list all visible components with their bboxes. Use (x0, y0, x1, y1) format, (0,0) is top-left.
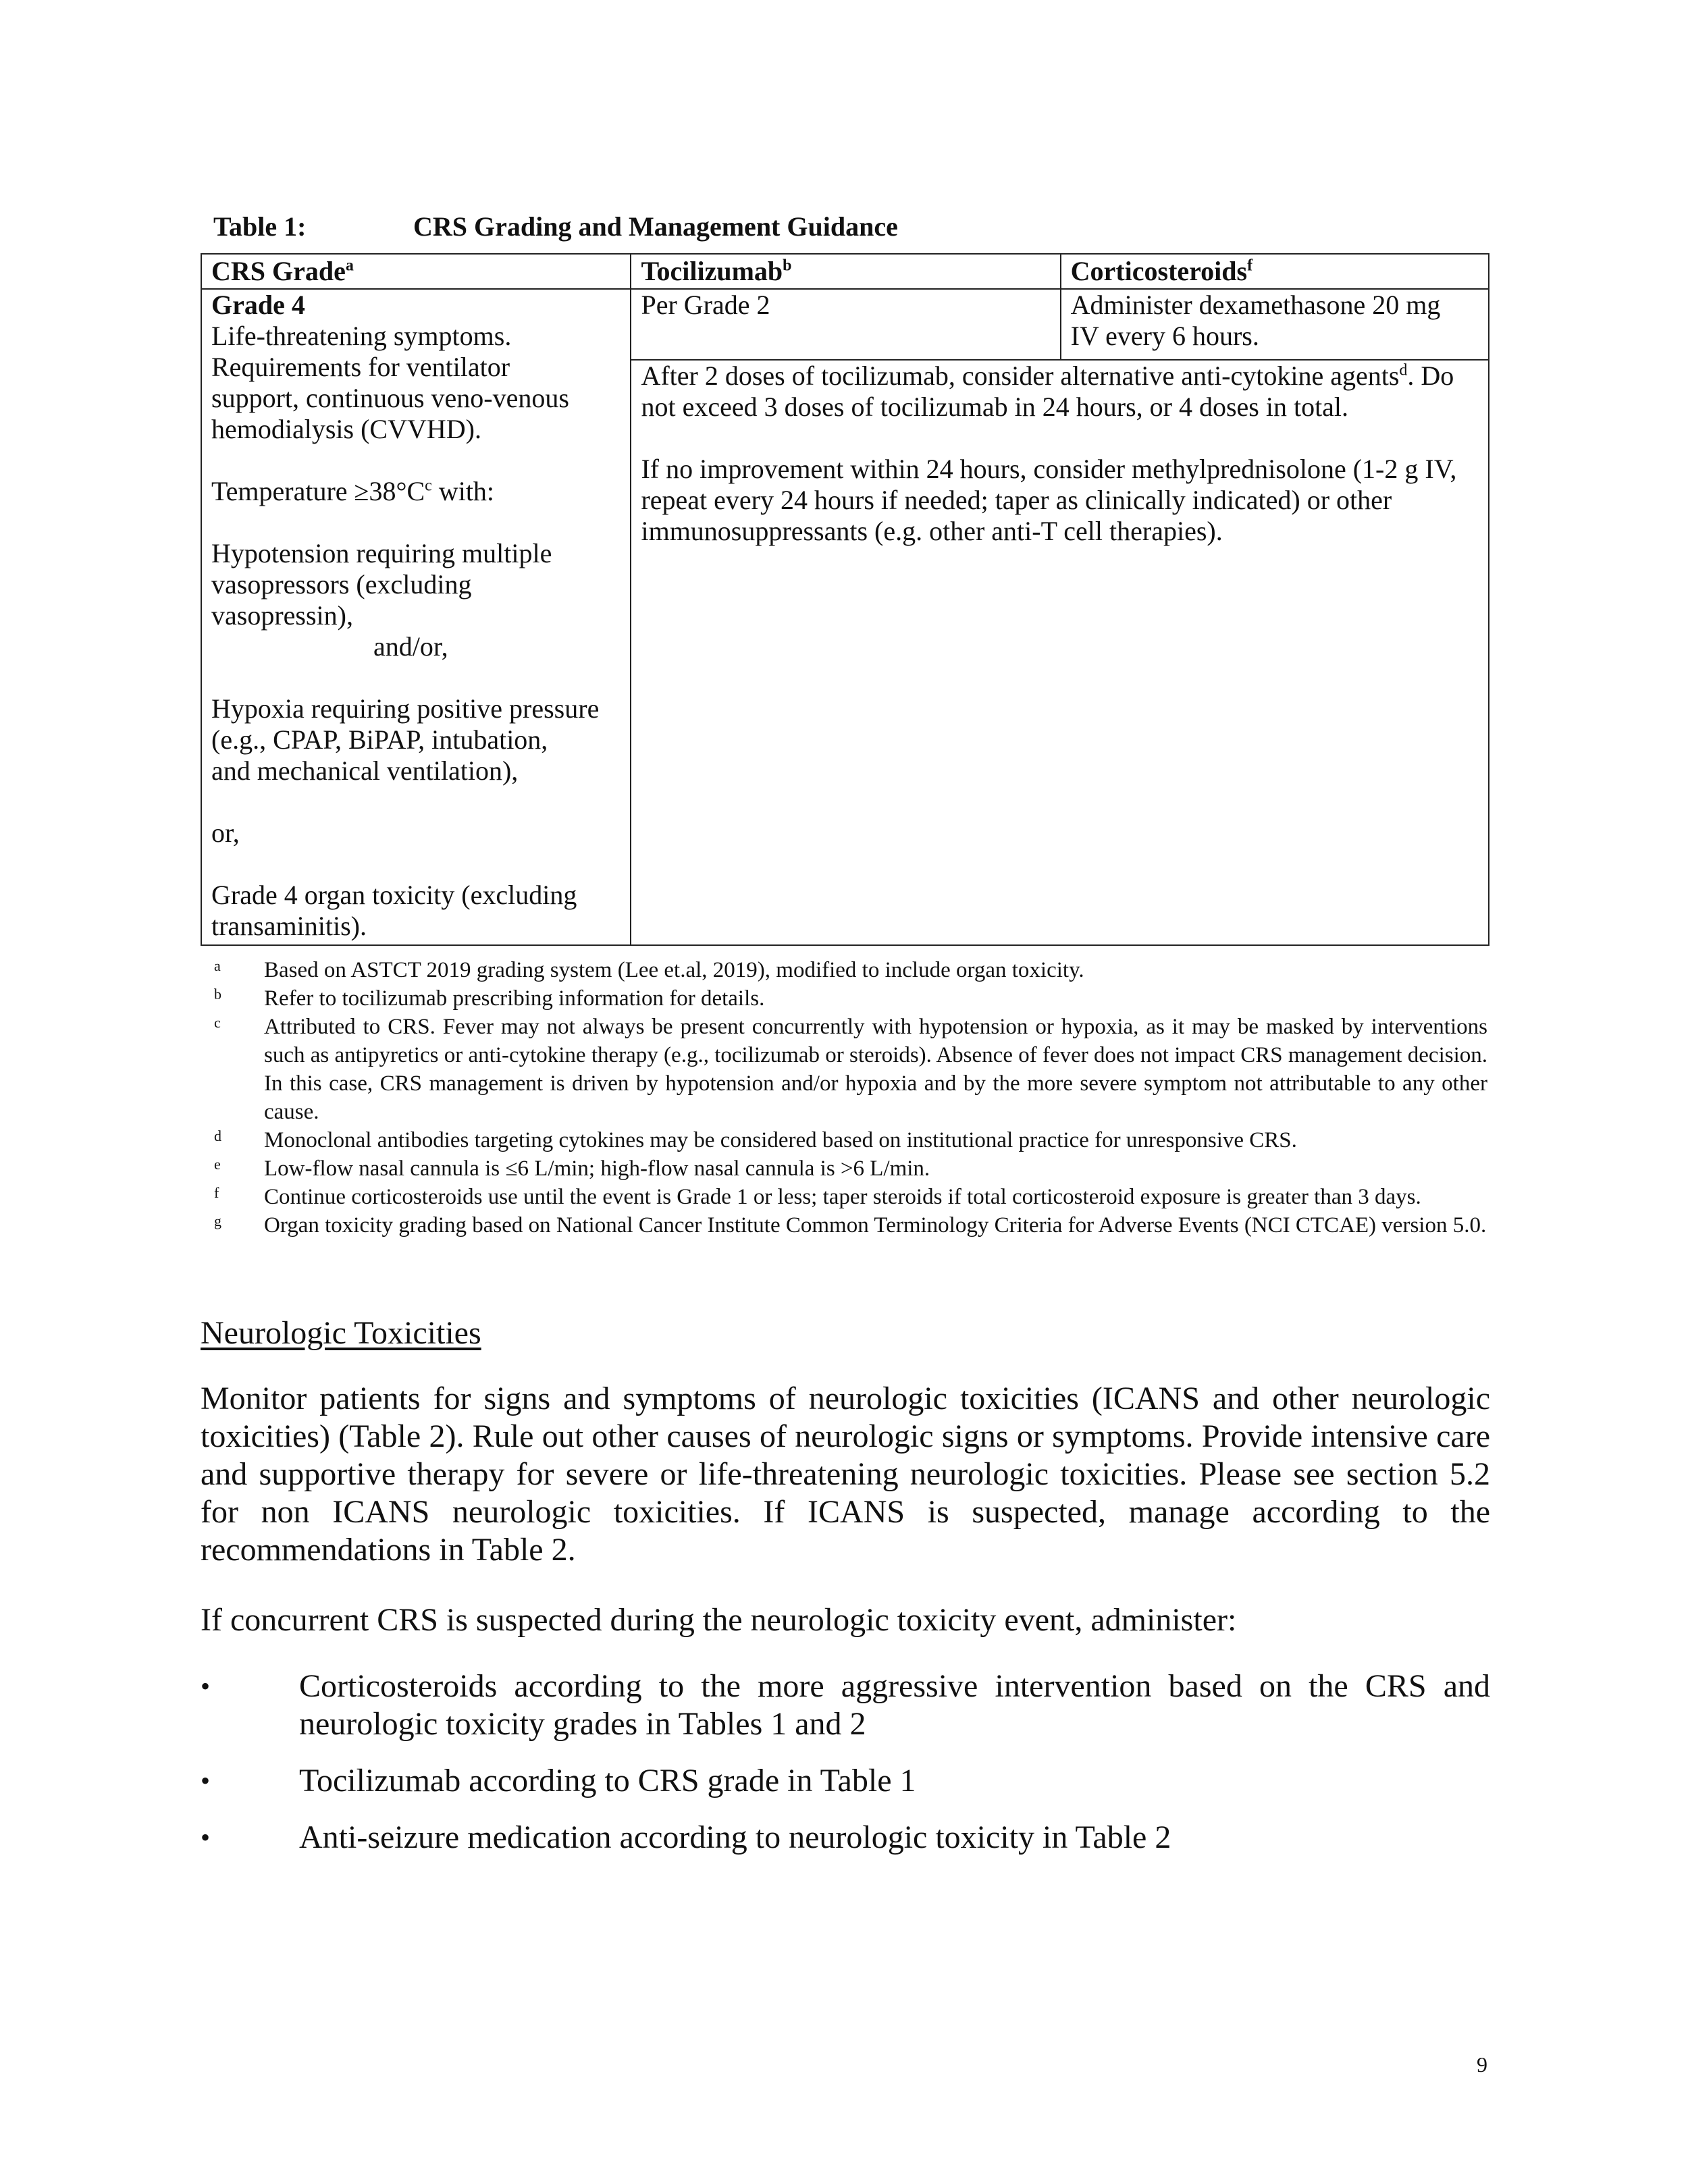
hypoxia-line: and mechanical ventilation), (211, 755, 519, 786)
or-text: or, (211, 818, 240, 848)
footnote-text: Attributed to CRS. Fever may not always be present concurrently with hypotension or hypoxia, as it may be masked by interventions such as antipyretics or anti-cytokine therapy (e.g., tocilizumab or steroids). Absence of fever does not impact CRS management decision. In this case, CRS management is driven by hypotension and/or hypoxia and by the more severe symptom not attributable to any other cause. (264, 1015, 1487, 1124)
hypotension-line: vasopressors (excluding (211, 569, 472, 600)
footnote-mark: d (214, 1127, 221, 1144)
bullet-icon: • (201, 1822, 211, 1853)
table-header-row (201, 254, 1489, 289)
body-paragraph: If concurrent CRS is suspected during the neurologic toxicity event, administer: (201, 1602, 1237, 1638)
footnote (201, 1183, 1487, 1211)
header-tocilizumab: Tocilizumab$^b$ (631, 254, 1060, 289)
table-label: Table 1: (213, 211, 307, 242)
list-item (201, 1762, 1490, 1800)
grade4-cell (201, 289, 631, 945)
footnote (201, 1126, 1487, 1154)
bullet-text: Anti-seizure medication according to neurologic toxicity in Table 2 (299, 1819, 1171, 1855)
page-number: 9 (1477, 2052, 1487, 2077)
section-heading: Neurologic Toxicities (201, 1315, 481, 1351)
footnote-mark: b (214, 986, 221, 1003)
grade4-title: Grade 4 (211, 290, 305, 320)
list-item (201, 1819, 1490, 1857)
bullet-icon: • (201, 1671, 211, 1701)
header-crs-grade: CRS Grade$^a$ (201, 254, 631, 289)
temperature-line: Temperature $\ge 38^\circ C^c$ with: (211, 476, 495, 506)
bullet-text: Tocilizumab according to CRS grade in Table 1 (299, 1763, 916, 1799)
corticosteroids-line: IV every 6 hours. (1070, 321, 1259, 351)
footnote-mark: a (214, 957, 221, 974)
crs-grading-table (201, 253, 1489, 946)
table-footnotes (201, 956, 1487, 1240)
body-paragraph: Monitor patients for signs and symptoms of neurologic toxicities (ICANS and other neurologic toxicities) (Table 2). Rule out other causes of neurologic signs or symptoms. Provide intensive care and supportive therapy for severe or life-threatening neurologic toxicities. Please see section 5.2 for non ICANS neurologic toxicities. If ICANS is suspected, manage according to the recommendations in Table 2. (201, 1381, 1490, 1568)
footnote (201, 1211, 1487, 1240)
footnote (201, 984, 1487, 1013)
hypotension-line: vasopressin), (211, 600, 353, 631)
table-caption: CRS Grading and Management Guidance (413, 211, 898, 242)
merged-guidance-cell (631, 360, 1489, 945)
grade4-line: Life-threatening symptoms. (211, 321, 512, 351)
table-row (201, 289, 1489, 360)
header-corticosteroids: Corticosteroids$^f$ (1061, 254, 1489, 289)
merged-paragraph-1: After 2 doses of tocilizumab, consider alternative anti-cytokine agents$^d$. Do not exceed 3 doses of tocilizumab in 24 hours, or 4 doses in total. (641, 361, 1454, 423)
bullet-list (201, 1668, 1490, 1875)
footnote-text: Based on ASTCT 2019 grading system (Lee et.al, 2019), modified to include organ toxicity. (264, 958, 1084, 982)
table-title (213, 211, 898, 242)
hypotension-line: Hypotension requiring multiple (211, 538, 552, 568)
organ-toxicity-line: Grade 4 organ toxicity (excluding (211, 880, 577, 910)
footnote-text: Monoclonal antibodies targeting cytokines may be considered based on institutional practice for unresponsive CRS. (264, 1128, 1297, 1152)
hypoxia-line: Hypoxia requiring positive pressure (211, 693, 600, 724)
footnote (201, 1013, 1487, 1126)
tocilizumab-cell: Per Grade 2 (631, 289, 1060, 360)
footnote-mark: g (214, 1213, 221, 1229)
hypoxia-line: (e.g., CPAP, BiPAP, intubation, (211, 724, 548, 755)
organ-toxicity-line: transaminitis). (211, 911, 367, 941)
footnote-mark: f (214, 1184, 219, 1201)
footnote (201, 956, 1487, 984)
bullet-icon: • (201, 1765, 211, 1796)
grade4-line: hemodialysis (CVVHD). (211, 414, 481, 444)
footnote-mark: c (214, 1014, 221, 1031)
merged-paragraph-2: If no improvement within 24 hours, consider methylprednisolone (1-2 g IV, repeat every 24 hours if needed; taper as clinically indicated) or other immunosuppressants (e.g. other anti-T cell therapies). (641, 454, 1457, 547)
corticosteroids-line: Administer dexamethasone 20 mg (1070, 290, 1441, 320)
footnote-text: Refer to tocilizumab prescribing information for details. (264, 986, 765, 1011)
and-or-text: and/or, (373, 631, 448, 662)
footnote-text: Continue corticosteroids use until the event is Grade 1 or less; taper steroids if total corticosteroid exposure is greater than 3 days. (264, 1185, 1421, 1209)
footnote-text: Low-flow nasal cannula is ≤6 L/min; high-flow nasal cannula is >6 L/min. (264, 1156, 930, 1181)
bullet-text: Corticosteroids according to the more aggressive intervention based on the CRS and neurologic toxicity grades in Tables 1 and 2 (299, 1668, 1490, 1742)
footnote-text: Organ toxicity grading based on National Cancer Institute Common Terminology Criteria for Adverse Events (NCI CTCAE) version 5.0. (264, 1213, 1487, 1237)
grade4-line: support, continuous veno-venous (211, 383, 569, 413)
list-item (201, 1668, 1490, 1743)
grade4-line: Requirements for ventilator (211, 352, 510, 382)
footnote (201, 1154, 1487, 1183)
footnote-mark: e (214, 1156, 221, 1173)
corticosteroids-cell (1061, 289, 1489, 360)
